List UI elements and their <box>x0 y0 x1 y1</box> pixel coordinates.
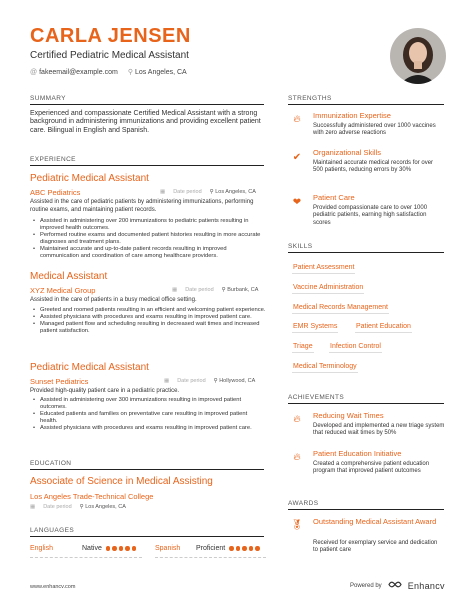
award-title: Outstanding Medical Assistant Award <box>313 517 437 526</box>
education-location: ⚲ Los Angeles, CA <box>79 504 126 510</box>
list-item: • Managed patient flow and scheduling resulting in decreased wait times and increased patient satisfaction. <box>32 321 266 335</box>
list-item: • Greeted and roomed patients resulting in an efficient and welcoming patient experience. <box>32 307 266 314</box>
skills-heading: SKILLS <box>288 243 444 253</box>
skill-tag: Triage <box>292 343 314 353</box>
job-title: Pediatric Medical Assistant <box>30 173 149 184</box>
skill-tag: Patient Assessment <box>292 264 355 274</box>
strength-title: Organizational Skills <box>313 148 381 157</box>
education-meta <box>30 504 126 510</box>
job-meta <box>160 189 256 195</box>
list-item: • Performed routine exams and documented patient histories resulting in more accurate diagnoses and treatment plans. <box>32 232 266 246</box>
skill-tag: Patient Education <box>355 323 412 333</box>
list-item: • Assisted in administering over 300 immunizations resulting in improved patient outcomes. <box>32 397 266 411</box>
job-meta <box>164 378 255 384</box>
list-item: • Maintained accurate and up-to-date patient records resulting in improved communication and coordination of care among healthcare providers. <box>32 246 266 260</box>
achievement-title: Patient Education Initiative <box>313 449 402 458</box>
calendar-icon: ▦ <box>164 378 170 384</box>
contact-info <box>30 68 187 76</box>
checkmark-icon: ✔ <box>292 151 302 163</box>
list-item: • Assisted in administering over 200 immunizations to pediatric patients resulting in improved health outcomes. <box>32 218 266 232</box>
job-date: Date period <box>173 189 202 195</box>
flame-icon: 🔥︎ <box>293 451 301 463</box>
job-location: ⚲ Hollywood, CA <box>213 378 256 384</box>
list-item: • Assisted physicians with procedures and exams resulting in improved patient care. <box>32 425 266 432</box>
brand-name: Enhancv <box>407 580 445 591</box>
skill-tag: Medical Records Management <box>292 304 389 314</box>
education-location-text: Los Angeles, CA <box>85 504 126 510</box>
skill-tag: Medical Terminology <box>292 363 358 373</box>
calendar-icon: ▦ <box>172 287 178 293</box>
avatar <box>390 28 446 84</box>
enhancv-logo-icon <box>388 580 402 591</box>
job-description: Provided high-quality patient care in a pediatric practice. <box>30 388 180 394</box>
summary-heading: SUMMARY <box>30 95 264 105</box>
location-text: Los Angeles, CA <box>134 69 187 76</box>
heart-icon: ❤ <box>292 196 302 208</box>
job-date: Date period <box>185 287 214 293</box>
achievement-title: Reducing Wait Times <box>313 411 384 420</box>
location-item <box>128 68 187 76</box>
awards-heading: AWARDS <box>288 500 444 510</box>
list-item: • Educated patients and families on preventative care resulting in improved patient health. <box>32 411 266 425</box>
list-item: • Assisted physicians with procedures and exams resulting in improved patient care. <box>32 314 266 321</box>
job-location-text: Burbank, CA <box>227 287 259 293</box>
candidate-title: Certified Pediatric Medical Assistant <box>30 50 189 61</box>
footer-website[interactable]: www.enhancv.com <box>30 584 76 590</box>
achievements-heading: ACHIEVEMENTS <box>288 394 444 404</box>
experience-heading: EXPERIENCE <box>30 156 264 166</box>
education-heading: EDUCATION <box>30 460 264 470</box>
job-location: ⚲ Los Angeles, CA <box>209 189 256 195</box>
job-description: Assisted in the care of pediatric patients by administering immunizations, performing routine exams, and maintaining patient records. <box>30 199 254 213</box>
job-location-text: Los Angeles, CA <box>215 189 256 195</box>
job-title: Pediatric Medical Assistant <box>30 362 149 373</box>
flame-icon: 🔥︎ <box>293 413 301 425</box>
languages-heading: LANGUAGES <box>30 527 264 537</box>
job-bullets <box>32 397 266 432</box>
email-text: fakeemail@example.com <box>39 68 118 76</box>
skill-tag: Infection Control <box>329 343 382 353</box>
language-level: Proficient <box>196 545 226 552</box>
language-item <box>155 545 260 552</box>
strength-title: Immunization Expertise <box>313 111 391 120</box>
job-description: Assisted in the care of patients in a busy medical office setting. <box>30 297 197 303</box>
strength-desc: Maintained accurate medical records for over 500 patients, reducing errors by 30% <box>313 160 434 174</box>
medal-icon: 🏅︎ <box>290 519 304 531</box>
school-name: Los Angeles Trade-Technical College <box>30 492 154 501</box>
job-company: ABC Pediatrics <box>30 188 81 197</box>
strength-title: Patient Care <box>313 193 355 202</box>
proficiency-dots <box>229 546 260 551</box>
job-location-text: Hollywood, CA <box>219 378 256 384</box>
location-pin-icon: ⚲ <box>127 69 133 76</box>
at-icon: @ <box>30 68 38 76</box>
skill-tag: Vaccine Administration <box>292 284 364 294</box>
degree-title: Associate of Science in Medical Assisting <box>30 476 213 487</box>
footer-branding[interactable] <box>350 580 445 591</box>
proficiency-dots <box>106 546 137 551</box>
language-name: English <box>30 545 53 552</box>
email-item[interactable] <box>30 69 118 76</box>
job-bullets <box>32 307 266 335</box>
strength-desc: Successfully administered over 1000 vaccines with zero adverse reactions <box>313 123 436 137</box>
job-company: Sunset Pediatrics <box>30 377 89 386</box>
job-location: ⚲ Burbank, CA <box>221 287 259 293</box>
job-company: XYZ Medical Group <box>30 286 96 295</box>
award-desc: Received for exemplary service and dedication to patient care <box>313 540 438 554</box>
calendar-icon: ▦ <box>160 189 166 195</box>
education-date: Date period <box>43 504 72 510</box>
calendar-icon: ▦ <box>30 504 36 510</box>
divider <box>155 557 266 558</box>
job-date: Date period <box>177 378 206 384</box>
strength-desc: Provided compassionate care to over 1000 pediatric patients, earning high satisfaction scores <box>313 205 428 226</box>
language-level: Native <box>82 545 102 552</box>
language-item <box>30 545 136 552</box>
divider <box>30 557 142 558</box>
strengths-heading: STRENGTHS <box>288 95 444 105</box>
job-title: Medical Assistant <box>30 271 108 282</box>
candidate-name: CARLA JENSEN <box>30 25 191 47</box>
flame-icon: 🔥︎ <box>293 113 301 125</box>
powered-by-text: Powered by <box>350 582 382 589</box>
language-name: Spanish <box>155 545 181 552</box>
job-bullets <box>32 218 266 260</box>
job-meta <box>172 287 258 293</box>
achievement-desc: Created a comprehensive patient education program that improved patient outcomes <box>313 461 430 475</box>
skill-tag: EMR Systems <box>292 323 338 333</box>
achievement-desc: Developed and implemented a new triage system that reduced wait times by 50% <box>313 423 445 437</box>
summary-text: Experienced and compassionate Certified Medical Assistant with a strong background in administering immunizations and providing excellent patient care. Bilingual in English and Spanish. <box>30 110 261 134</box>
